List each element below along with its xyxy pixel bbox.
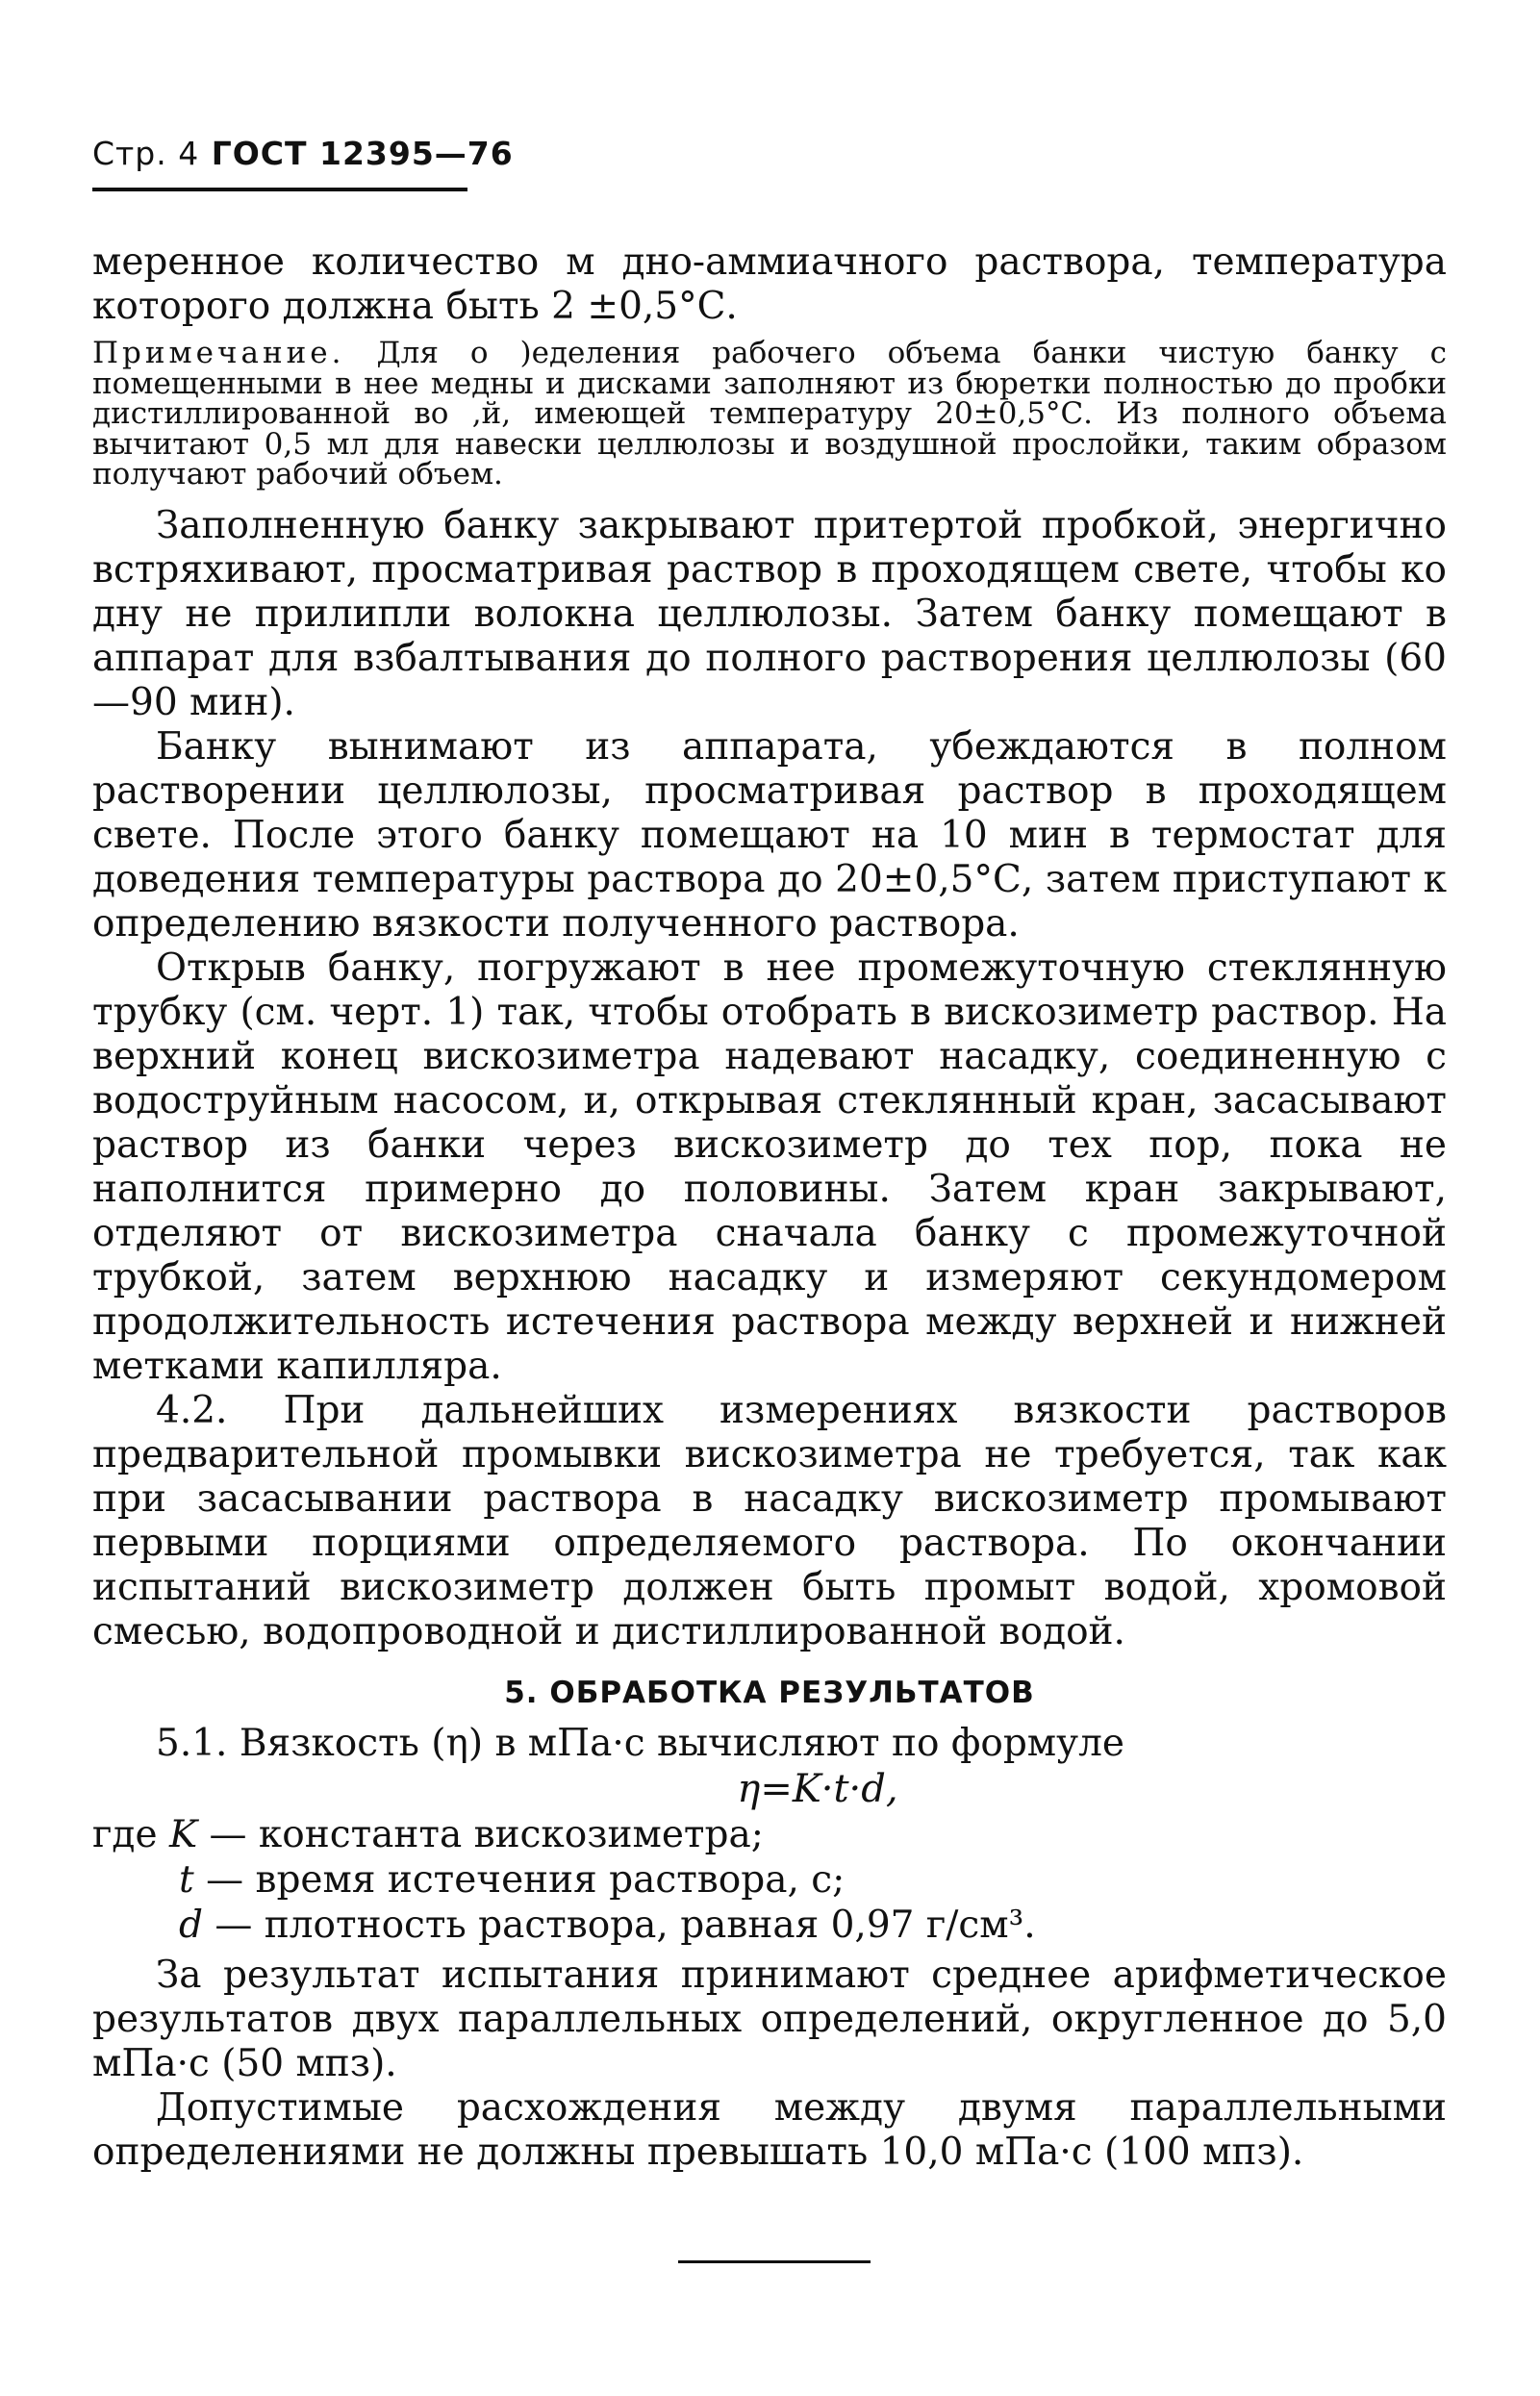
paragraph-fill-jar: Заполненную банку закрывают притертой пробкой, энергично встряхивают, просматривая раствор в проходящем свете, чтобы ко дну не прилипли волокна целлюлозы. Затем банку помещают в аппарат для взбалтывания до полного растворения целлюлозы (60—90 мин). — [92, 503, 1447, 724]
header-rule — [92, 188, 467, 191]
paragraph-result: За результат испытания принимают среднее арифметическое результатов двух параллельных определений, округленное до 5,0 мПа·с (50 мпз). — [92, 1953, 1447, 2085]
paragraph-continuation: меренное количество м дно-аммиачного раствора, температура которого должна быть 2 ±0,5°С. — [92, 240, 1447, 328]
section-5-title: 5. ОБРАБОТКА РЕЗУЛЬТАТОВ — [504, 1675, 1035, 1710]
definition-t: — время истечения раствора, с; — [193, 1857, 846, 1902]
end-rule — [678, 2260, 871, 2263]
body-text — [92, 240, 1447, 2175]
paragraph-4-2: 4.2. При дальнейших измерениях вязкости растворов предварительной промывки вискозиметра не требуется, так как при засасывании раствора в насадку вискозиметр промывают первыми порциями определяемого раствора. По окончании испытаний вискозиметр должен быть промыт водой, хромовой смесью, водопроводной и дистиллированной водой. — [92, 1388, 1447, 1653]
where-line-d — [92, 1903, 1447, 1948]
page-number: Стр. 4 — [92, 135, 200, 172]
paragraph-tolerance: Допустимые расхождения между двумя параллельными определениями не должны превышать 10,0 мПа·с (100 мпз). — [92, 2085, 1447, 2174]
paragraph-open-jar: Открыв банку, погружают в нее промежуточную стеклянную трубку (см. черт. 1) так, чтобы отобрать в вискозиметр раствор. На верхний конец вискозиметра надевают насадку, соединенную с водоструйным насосом, и, открывая стеклянный кран, засасывают раствор из банки через вискозиметр до тех пор, пока не наполнится примерно до половины. Затем кран закрывают, отделяют от вискозиметра сначала банку с промежуточной трубкой, затем верхнюю насадку и измеряют секундомером продолжительность истечения раствора между верхней и нижней метками капилляра. — [92, 946, 1447, 1388]
viscosity-formula: η=K·t·d, — [737, 1766, 898, 1811]
paragraph-remove-jar: Банку вынимают из аппарата, убеждаются в полном растворении целлюлозы, просматривая раствор в проходящем свете. После этого банку помещают на 10 мин в термостат для доведения температуры раствора до 20±0,5°С, затем приступают к определению вязкости полученного раствора. — [92, 724, 1447, 946]
symbol-k: K — [168, 1812, 198, 1856]
symbol-t: t — [179, 1857, 194, 1902]
where-line-t — [92, 1857, 1447, 1903]
note — [92, 336, 1447, 492]
page-header — [92, 135, 514, 172]
paragraph-5-1: 5.1. Вязкость (η) в мПа·с вычисляют по формуле — [156, 1721, 1124, 1765]
definition-k: — константа вискозиметра; — [197, 1812, 764, 1856]
definition-d: — плотность раствора, равная 0,97 г/см³. — [202, 1903, 1036, 1947]
note-label: Примечание. — [92, 336, 345, 370]
standard-number: ГОСТ 12395—76 — [211, 135, 514, 172]
where-line-k — [92, 1812, 1447, 1857]
where-label: где — [92, 1812, 158, 1856]
symbol-d: d — [179, 1903, 203, 1947]
note-text: Для о )еделения рабочего объема банки чистую банку с помещенными в нее медны и дисками заполняют из бюретки полностью до пробки дистиллированной во ,й, имеющей температуру 20±0,5°С. Из полного объема вычитают 0,5 мл для навески целлюлозы и воздушной прослойки, таким образом получают рабочий объем. — [92, 336, 1447, 492]
